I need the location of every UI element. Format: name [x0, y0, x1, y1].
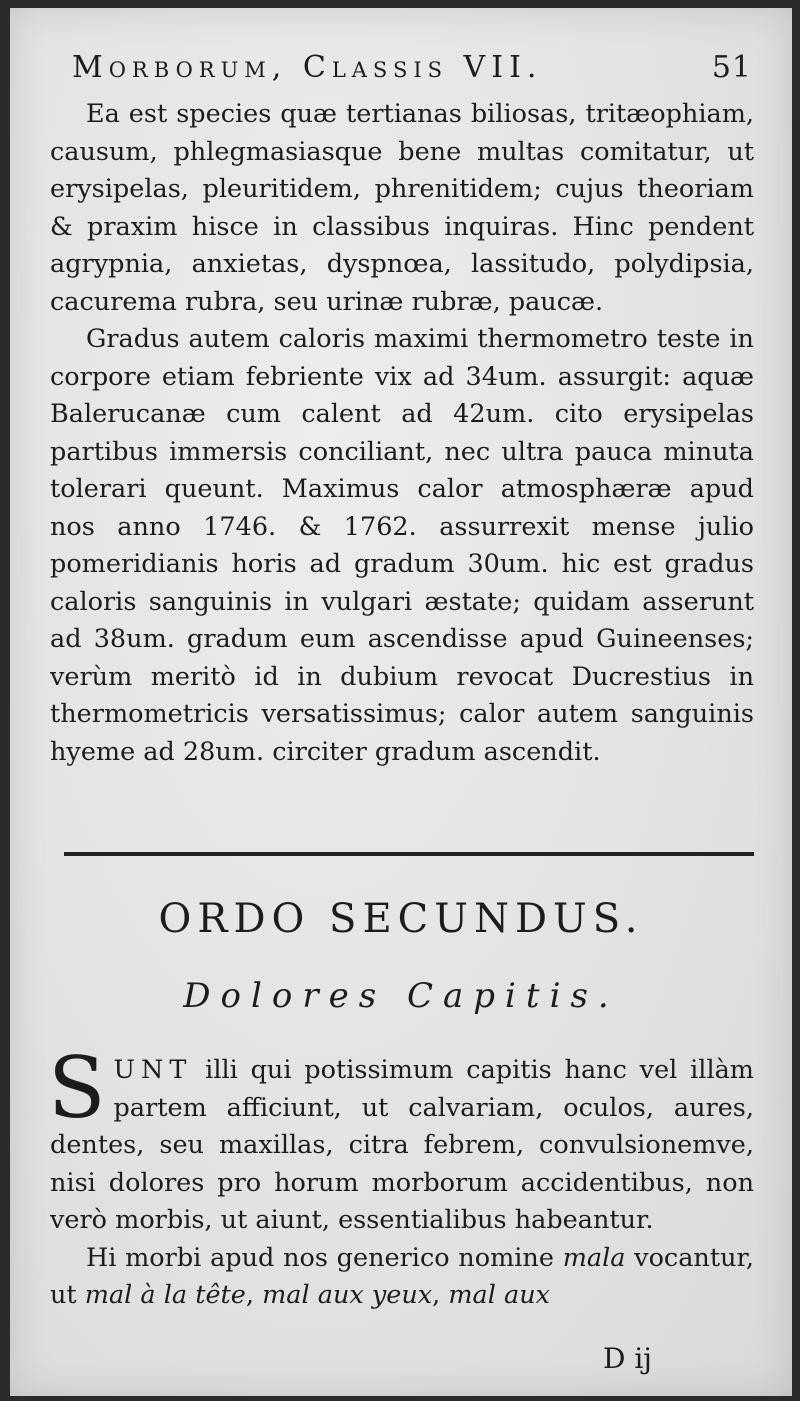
paragraph-2: Gradus autem caloris maximi thermometro teste in corpore etiam febriente vix ad 34um. assurgit: aquæ Balerucanæ cum calent ad 42um. cito erysipelas partibus immersis conciliant, nec ultra pauca minuta tolerari queunt. Maximus calor atmosphæræ apud nos anno 1746. & 1762. assurrexit mense julio pomeridianis horis ad gradum 30um. hic est gradus caloris sanguinis in vulgari æstate; quidam asserunt ad 38um. gradum eum ascendisse apud Guineenses; verùm meritò id in dubium revocat Ducrestius in thermometricis versatissimus; calor autem sanguinis hyeme ad 28um. circiter gradum ascendit.	[50, 324, 754, 767]
paragraph-4-text-a: Hi morbi apud nos generico nomine	[86, 1242, 563, 1273]
italic-term-3: mal aux yeux	[262, 1280, 433, 1310]
italic-term-2: mal à la tête	[84, 1280, 246, 1310]
paragraph-4	[50, 1240, 754, 1315]
dolores-heading: Dolores Capitis.	[183, 976, 619, 1016]
signature-mark: D ij	[603, 1342, 652, 1375]
book-page	[10, 8, 792, 1396]
paragraph-4-text-b: vocantur, ut	[50, 1242, 755, 1310]
italic-term-1: mala	[562, 1242, 626, 1273]
section-one-text	[50, 96, 754, 771]
lead-small-caps: UNT	[113, 1055, 193, 1085]
section-two-text	[48, 1039, 755, 1315]
paragraph-4-text-d: ,	[432, 1280, 449, 1310]
page-number: 51	[711, 50, 752, 85]
drop-capital: S	[48, 1039, 106, 1137]
running-title: Morborum, Classis VII.	[72, 50, 543, 85]
running-header	[72, 50, 752, 85]
section-divider	[64, 852, 754, 856]
paragraph-1: Ea est species quæ tertianas biliosas, tritæophiam, causum, phlegmasiasque bene multas comitatur, ut erysipelas, pleuritidem, phrenitidem; cujus theoriam & praxim hisce in classibus inquiras. Hinc pendent agrypnia, anxietas, dyspnœa, lassitudo, polydipsia, cacurema rubra, seu urinæ rubræ, paucæ.	[50, 99, 754, 317]
paragraph-3-text: illi qui potissimum capitis hanc vel illàm partem afficiunt, ut calvariam, oculos, aures, dentes, seu maxillas, citra febrem, convulsionemve, nisi dolores pro horum morborum accidentibus, non verò morbis, ut aiunt, essentialibus habeantur.	[50, 1055, 754, 1235]
italic-term-4: mal aux	[448, 1280, 551, 1310]
paragraph-4-text-c: ,	[245, 1280, 263, 1310]
ordo-heading: ORDO SECUNDUS.	[158, 896, 644, 942]
paragraph-3	[48, 1039, 754, 1240]
